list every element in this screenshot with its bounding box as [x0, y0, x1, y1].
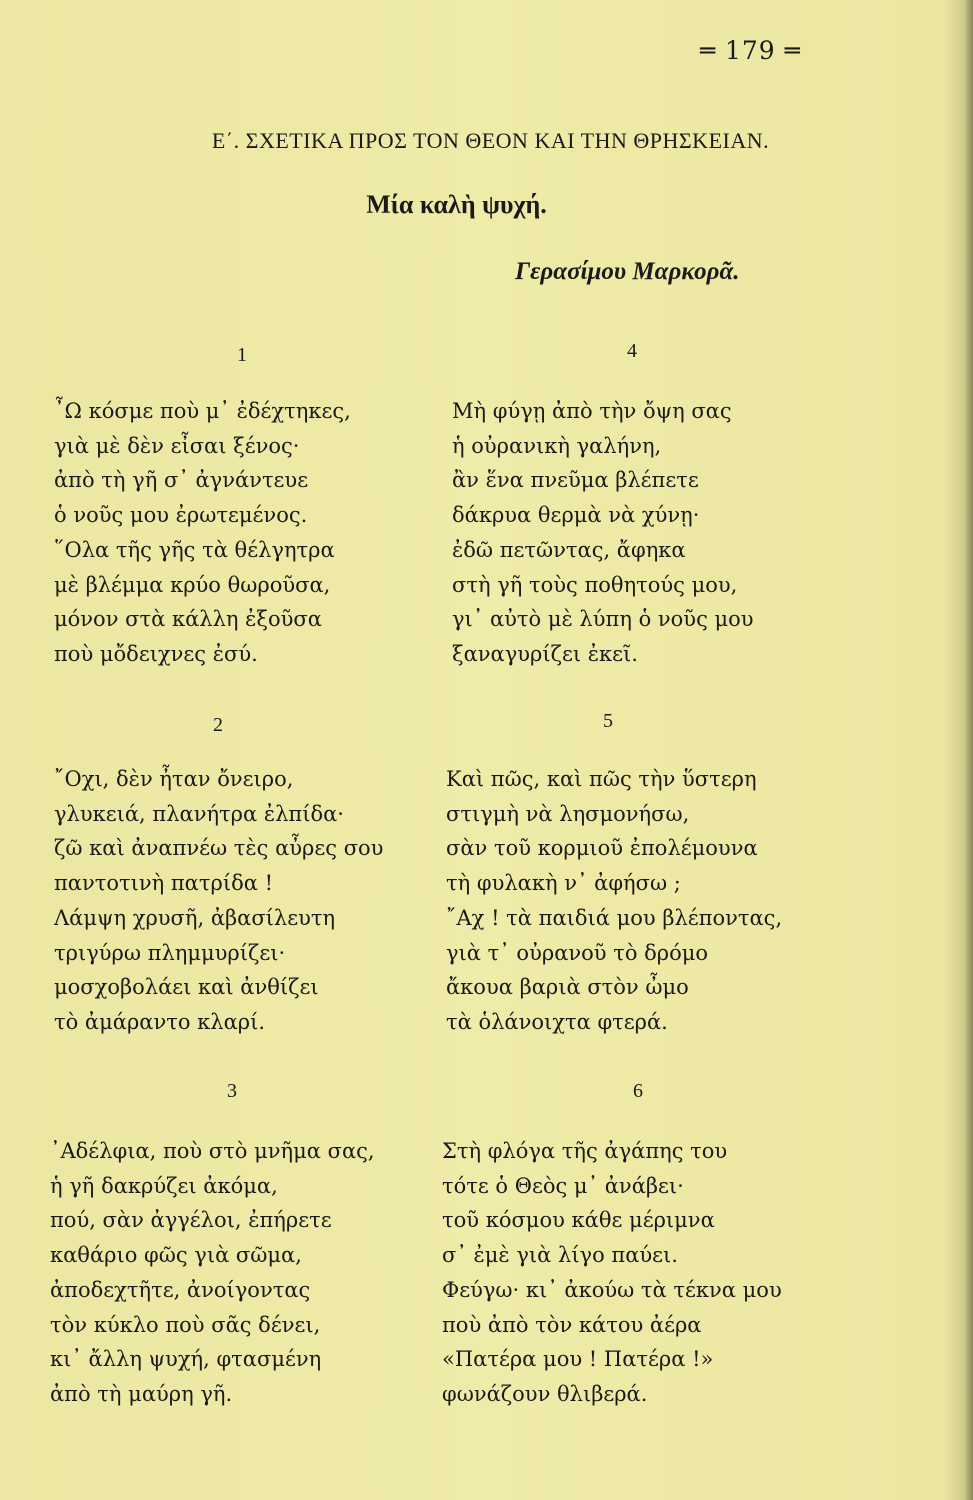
- stanza-number-2: 2: [213, 714, 223, 736]
- verse-line: μὲ βλέμμα κρύο θωροῦσα,: [54, 572, 331, 597]
- verse-line: δάκρυα θερμὰ νὰ χύνῃ·: [452, 503, 700, 528]
- stanza-6: [442, 1134, 782, 1412]
- verse-line: στὴ γῆ τοὺς ποθητούς μου,: [452, 572, 738, 597]
- verse-line: τριγύρω πλημμυρίζει·: [54, 940, 286, 965]
- verse-line: ἀπὸ τὴ μαύρη γῆ.: [50, 1381, 233, 1406]
- verse-line: τοῦ κόσμου κάθε μέριμνα: [442, 1208, 715, 1233]
- stanza-number-4: 4: [627, 340, 637, 362]
- verse-line: τὸν κύκλο ποὺ σᾶς δένει,: [50, 1312, 321, 1337]
- verse-line: μόνον στὰ κάλλη ἐξοῦσα: [54, 607, 322, 632]
- stanza-number-5: 5: [603, 710, 613, 732]
- verse-line: τότε ὁ Θεὸς μ᾽ ἀνάβει·: [442, 1173, 684, 1198]
- verse-line: ἡ οὐρανικὴ γαλήνη,: [452, 433, 662, 458]
- verse-line: γιὰ μὲ δὲν εἶσαι ξένος·: [54, 433, 300, 458]
- stanza-number-3: 3: [227, 1080, 237, 1102]
- verse-line: ποὺ μὄδειχνες ἐσύ.: [54, 641, 258, 666]
- poem-title: Μία καλὴ ψυχή.: [366, 190, 547, 219]
- verse-line: σὰν τοῦ κορμιοῦ ἐπολέμουνα: [446, 836, 758, 861]
- stanza-5: [446, 762, 782, 1040]
- stanza-4: [452, 394, 754, 672]
- verse-line: ῎Αχ ! τὰ παιδιά μου βλέποντας,: [446, 905, 783, 930]
- stanza-number-1: 1: [237, 344, 247, 366]
- verse-line: ῎Οχι, δὲν ἦταν ὄνειρο,: [54, 767, 294, 791]
- page-number: ═ 179 ═: [700, 36, 801, 65]
- verse-line: στιγμὴ νὰ λησμονήσω,: [446, 801, 690, 826]
- verse-line: γιὰ τ᾽ οὐρανοῦ τὸ δρόμο: [446, 940, 709, 965]
- verse-line: ζῶ καὶ ἀναπνέω τὲς αὖρες σου: [54, 836, 384, 861]
- verse-line: φωνάζουν θλιβερά.: [442, 1381, 648, 1406]
- verse-line: πού, σὰν ἀγγέλοι, ἐπήρετε: [50, 1208, 332, 1233]
- verse-line: ἐδῶ πετῶντας, ἄφηκα: [452, 537, 686, 562]
- verse-line: ξαναγυρίζει ἐκεῖ.: [452, 641, 638, 666]
- verse-line: ποὺ ἀπὸ τὸν κάτου ἀέρα: [442, 1312, 702, 1337]
- verse-line: Καὶ πῶς, καὶ πῶς τὴν ὕστερη: [446, 767, 757, 791]
- verse-line: γλυκειά, πλανήτρα ἐλπίδα·: [54, 801, 344, 826]
- poem-author: Γερασίμου Μαρκορᾶ.: [515, 258, 740, 285]
- verse-line: Στὴ φλόγα τῆς ἀγάπης του: [442, 1139, 728, 1163]
- page-edge-shadow: [943, 0, 973, 1500]
- verse-line: σ᾽ ἐμὲ γιὰ λίγο παύει.: [442, 1243, 678, 1268]
- verse-line: ἀποδεχτῆτε, ἀνοίγοντας: [50, 1277, 311, 1302]
- verse-line: μοσχοβολάει καὶ ἀνθίζει: [54, 975, 319, 1000]
- verse-line: ἀπὸ τὴ γῆ σ᾽ ἀγνάντευε: [54, 468, 309, 493]
- verse-line: ᾽Αδέλφια, ποὺ στὸ μνῆμα σας,: [50, 1139, 375, 1163]
- verse-line: ἡ γῆ δακρύζει ἀκόμα,: [50, 1173, 278, 1198]
- verse-line: καθάριο φῶς γιὰ σῶμα,: [50, 1243, 302, 1268]
- stanza-number-6: 6: [633, 1080, 643, 1102]
- verse-line: ῞Ολα τῆς γῆς τὰ θέλγητρα: [54, 537, 335, 562]
- verse-line: ἄκουα βαριὰ στὸν ὦμο: [446, 975, 689, 1000]
- verse-line: «Πατέρα μου ! Πατέρα !»: [442, 1347, 714, 1372]
- stanza-1: [54, 394, 351, 672]
- verse-line: τὴ φυλακὴ ν᾽ ἀφήσω ;: [446, 871, 681, 896]
- verse-line: Λάμψη χρυσῆ, ἀβασίλευτη: [54, 905, 336, 930]
- verse-line: Μὴ φύγῃ ἀπὸ τὴν ὄψη σας: [452, 399, 732, 423]
- verse-line: τὰ ὁλάνοιχτα φτερά.: [446, 1009, 668, 1034]
- stanza-3: [50, 1134, 375, 1412]
- verse-line: ὁ νοῦς μου ἐρωτεμένος.: [54, 503, 308, 528]
- stanza-2: [54, 762, 383, 1040]
- section-heading: Ε΄. ΣΧΕΤΙΚΑ ΠΡΟΣ ΤΟΝ ΘΕΟΝ ΚΑΙ ΤΗΝ ΘΡΗΣΚΕΙΑΝ.: [211, 128, 770, 153]
- verse-line: κι᾽ ἄλλη ψυχή, φτασμένη: [50, 1347, 322, 1372]
- verse-line: γι᾽ αὐτὸ μὲ λύπη ὁ νοῦς μου: [452, 607, 754, 632]
- verse-line: παντοτινὴ πατρίδα !: [54, 871, 274, 896]
- verse-line: Φεύγω· κι᾽ ἀκούω τὰ τέκνα μου: [442, 1277, 782, 1302]
- verse-line: τὸ ἀμάραντο κλαρί.: [54, 1009, 266, 1034]
- verse-line: ἂν ἕνα πνεῦμα βλέπετε: [452, 468, 699, 493]
- verse-line: ῏Ω κόσμε ποὺ μ᾽ ἐδέχτηκες,: [54, 399, 351, 423]
